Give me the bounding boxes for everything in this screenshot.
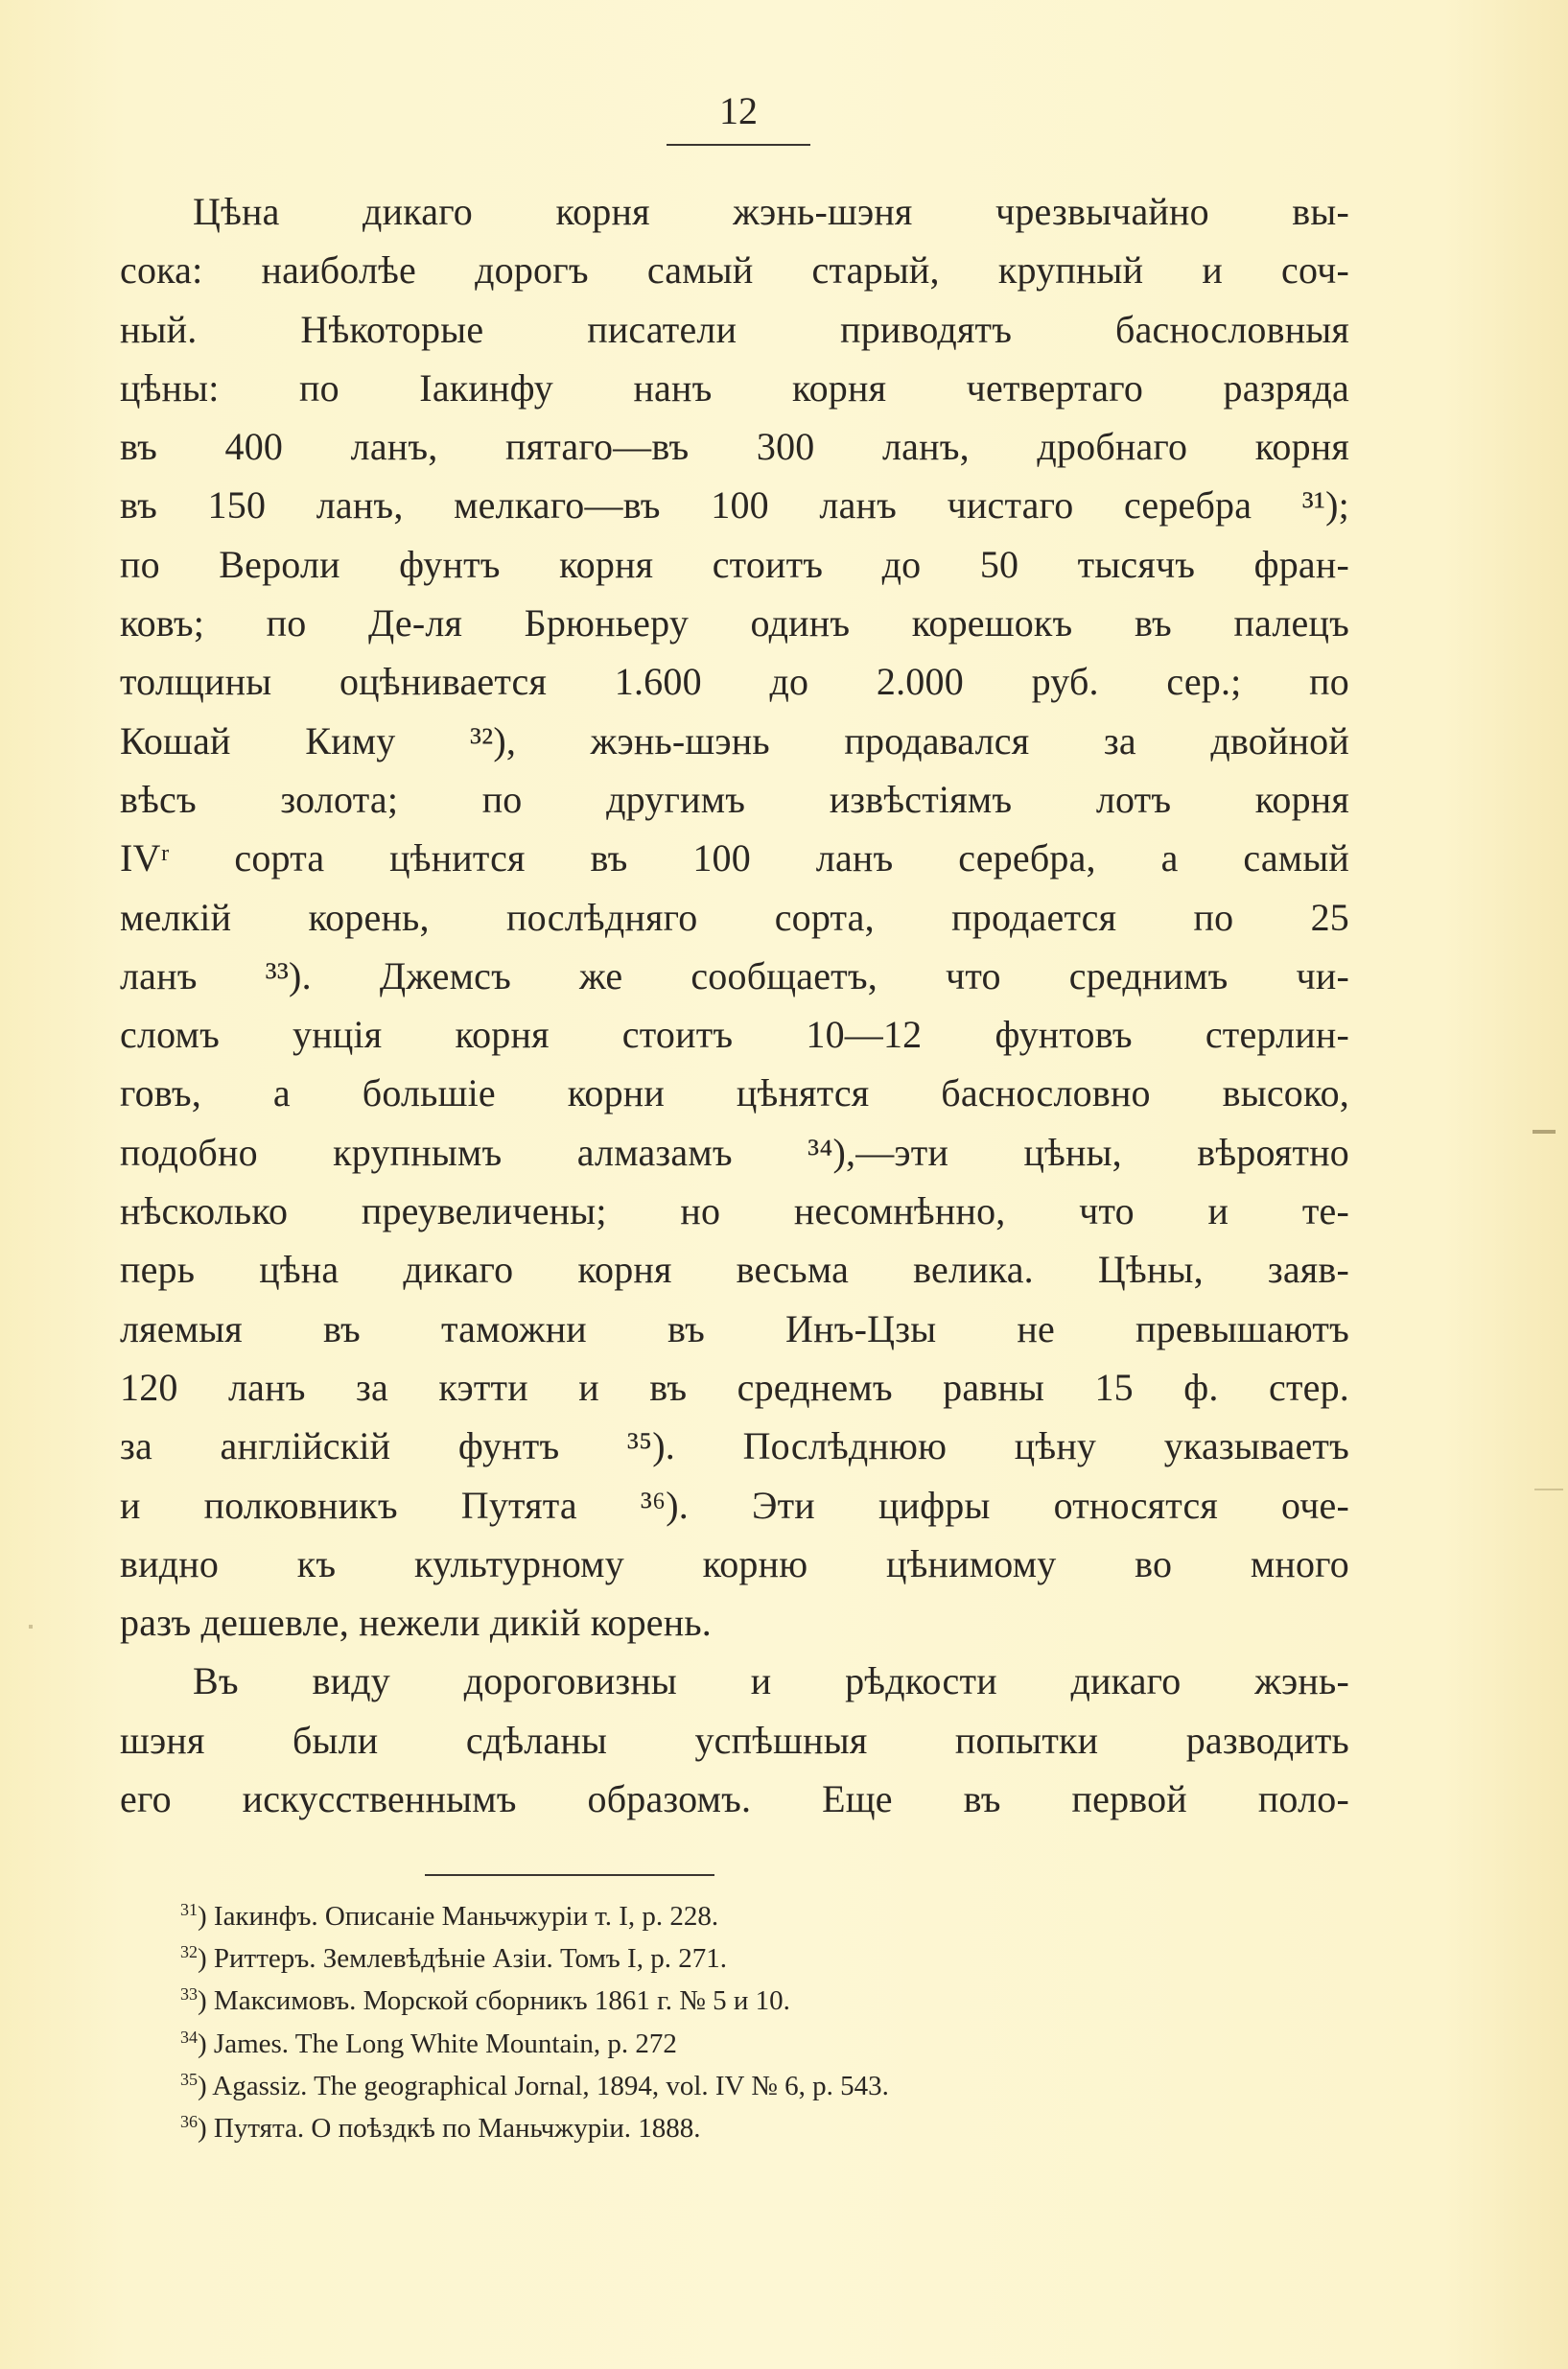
text-line: говъ, а большіе корни цѣнятся баснословно высоко, bbox=[120, 1071, 1349, 1115]
text-line: Кошай Киму ³²), жэнь-шэнь продавался за двойной bbox=[120, 718, 1349, 762]
footnote bbox=[180, 2023, 1350, 2065]
footnote-text: ) Путята. О поѣздкѣ по Маньчжуріи. 1888. bbox=[198, 2112, 701, 2144]
text-line: и полковникъ Путята ³⁶). Эти цифры относятся оче- bbox=[120, 1483, 1349, 1527]
footnote-mark: 35 bbox=[180, 2069, 198, 2089]
footnote-text: ) Agassiz. The geographical Jornal, 1894, vol. IV № 6, р. 543. bbox=[198, 2070, 889, 2101]
footnote-separator bbox=[425, 1874, 714, 1876]
text-line: видно къ культурному корню цѣнимому во много bbox=[120, 1541, 1349, 1585]
text-line: Цѣна дикаго корня жэнь-шэня чрезвычайно вы- bbox=[193, 190, 1349, 233]
footnote-mark: 31 bbox=[180, 1900, 198, 1919]
text-line: 120 ланъ за кэтти и въ среднемъ равны 15 ф. стер. bbox=[120, 1365, 1349, 1409]
text-line: мелкій корень, послѣдняго сорта, продается по 25 bbox=[120, 895, 1349, 939]
text-line: шэня были сдѣланы успѣшныя попытки разводить bbox=[120, 1718, 1349, 1762]
scan-mark bbox=[1533, 1130, 1556, 1134]
text-line: ланъ ³³). Джемсъ же сообщаетъ, что среднимъ чи- bbox=[120, 953, 1349, 997]
text-line: ляемыя въ таможни въ Инъ-Цзы не превышаютъ bbox=[120, 1306, 1349, 1350]
text-line: толщины оцѣнивается 1.600 до 2.000 руб. сер.; по bbox=[120, 660, 1349, 704]
text-line: подобно крупнымъ алмазамъ ³⁴),—эти цѣны, вѣроятно bbox=[120, 1130, 1349, 1174]
text-line: ковъ; по Де-ля Брюньеру одинъ корешокъ въ палецъ bbox=[120, 601, 1349, 645]
footnote-mark: 36 bbox=[180, 2111, 198, 2131]
footnote bbox=[180, 2065, 1350, 2107]
text-line: ный. Нѣкоторые писатели приводятъ баснословныя bbox=[120, 307, 1349, 351]
scan-mark bbox=[1534, 1489, 1563, 1490]
body-text bbox=[120, 182, 1349, 1828]
footnote-mark: 32 bbox=[180, 1942, 198, 1962]
footnote-text: ) James. The Long White Mountain, p. 272 bbox=[198, 2028, 677, 2059]
footnotes bbox=[180, 1895, 1350, 2149]
footnote-text: ) Риттеръ. Землевѣдѣніе Азіи. Томъ I, р. 271. bbox=[198, 1943, 727, 1975]
text-line: его искусственнымъ образомъ. Еще въ первой поло- bbox=[120, 1777, 1349, 1821]
page-number: 12 bbox=[719, 89, 758, 132]
text-line: сломъ унція корня стоитъ 10—12 фунтовъ стерлин- bbox=[120, 1013, 1349, 1057]
text-line: по Вероли фунтъ корня стоитъ до 50 тысячъ фран- bbox=[120, 542, 1349, 586]
footnote bbox=[180, 1937, 1350, 1980]
footnote bbox=[180, 1980, 1350, 2022]
text-line: разъ дешевле, нежели дикій корень. bbox=[120, 1601, 712, 1645]
scan-mark bbox=[29, 1625, 33, 1629]
text-line: вѣсъ золота; по другимъ извѣстіямъ лотъ корня bbox=[120, 777, 1349, 821]
text-line: нѣсколько преувеличены; но несомнѣнно, что и те- bbox=[120, 1189, 1349, 1233]
footnote-text: ) Максимовъ. Морской сборникъ 1861 г. № 5 и 10. bbox=[198, 1985, 790, 2017]
footnote-mark: 34 bbox=[180, 2027, 198, 2047]
text-line: за англійскій фунтъ ³⁵). Послѣднюю цѣну указываетъ bbox=[120, 1424, 1349, 1468]
text-line: въ 150 ланъ, мелкаго—въ 100 ланъ чистаго серебра ³¹); bbox=[120, 483, 1349, 528]
text-line: цѣны: по Іакинфу нанъ корня четвертаго разряда bbox=[120, 365, 1349, 410]
text-line: перь цѣна дикаго корня весьма велика. Цѣны, заяв- bbox=[120, 1248, 1349, 1292]
footnote-mark: 33 bbox=[180, 1984, 198, 2005]
footnote-text: ) Іакинфъ. Описаніе Маньчжуріи т. I, р. 228. bbox=[198, 1901, 719, 1932]
text-line: Въ виду дороговизны и рѣдкости дикаго жэнь- bbox=[193, 1659, 1349, 1703]
text-line: сока: наиболѣе дорогъ самый старый, крупный и соч- bbox=[120, 248, 1349, 293]
page-number-underline bbox=[667, 144, 810, 146]
footnote bbox=[180, 1895, 1350, 1937]
text-line: въ 400 ланъ, пятаго—въ 300 ланъ, дробнаго корня bbox=[120, 425, 1349, 469]
text-line: IVʳ сорта цѣнится въ 100 ланъ серебра, а самый bbox=[120, 836, 1349, 880]
footnote bbox=[180, 2107, 1350, 2149]
